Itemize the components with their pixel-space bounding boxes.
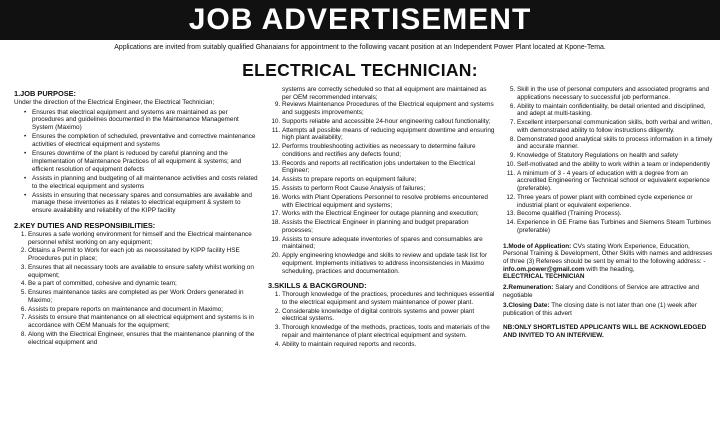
column-3 bbox=[503, 86, 713, 339]
list-item: 7. Excellent interpersonal communication skills, both verbal and written, with demonstrated ability to follow instructions diligently. bbox=[517, 119, 713, 134]
list-item: 4. Ability to maintain required reports and records. bbox=[282, 341, 496, 349]
list-item: 9. Knowledge of Statutory Regulations on health and safety bbox=[517, 152, 713, 160]
list-item: 10. Self-motivated and the ability to work within a team or independently bbox=[517, 161, 713, 169]
list-item: 15. Assists to perform Root Cause Analysis of failures; bbox=[282, 185, 496, 193]
list-item: 8. Demonstrated good analytical skills to process information in a timely and accurate manner. bbox=[517, 136, 713, 151]
mode-label: 1.Mode of Application: bbox=[503, 242, 572, 250]
list-item: 11. A minimum of 3 - 4 years of education with a degree from an accredited Engineering or Technical school or equivalent experience (preferable). bbox=[517, 170, 713, 193]
list-item: 8. Along with the Electrical Engineer, ensures that the maintenance planning of the electrical equipment and bbox=[28, 331, 258, 346]
list-item: 17. Works with the Electrical Engineer for outage planning and execution; bbox=[282, 210, 496, 218]
remuneration-text: Salary and Conditions of Service are attractive and negotiable bbox=[503, 284, 700, 299]
list-item: 10. Supports reliable and accessible 24-hour engineering callout functionality; bbox=[282, 118, 496, 126]
list-item: • Ensures the completion of scheduled, preventative and corrective maintenance activities of electrical equipment and systems bbox=[32, 133, 258, 148]
list-item: 5. Skill in the use of personal computers and associated programs and applications necessary to successful job performance. bbox=[517, 86, 713, 101]
job-purpose-heading: 1.JOB PURPOSE: bbox=[14, 89, 77, 98]
list-item: 3. Ensures that all necessary tools are available to ensure safety whilst working on equipment; bbox=[28, 264, 258, 279]
list-item: 14. Assists to prepare reports on equipment failure; bbox=[282, 176, 496, 184]
closing-date bbox=[503, 302, 713, 317]
list-item: • Assists in planning and budgeting of all maintenance activities and costs related to the electrical equipment and systems bbox=[32, 175, 258, 190]
application-email[interactable]: info.om.power@gmail.com bbox=[503, 265, 585, 273]
list-item: 12. Three years of power plant with combined cycle experience or industrial plant or equivalent experience. bbox=[517, 194, 713, 209]
mode-of-application bbox=[503, 243, 713, 282]
job-purpose-lead: Under the direction of the Electrical Engineer, the Electrical Technician; bbox=[14, 99, 215, 106]
shortlist-note: NB:ONLY SHORTLISTED APPLICANTS WILL BE ACKNOWLEDGED AND INVITED TO AN INTERVIEW. bbox=[503, 323, 707, 339]
list-item: 1. Thorough knowledge of the practices, procedures and techniques essential to the electrical equipment and system maintenance of power plant. bbox=[282, 291, 496, 306]
list-item: 4. Be a part of committed, cohesive and dynamic team; bbox=[28, 280, 258, 288]
remuneration bbox=[503, 284, 713, 299]
list-item: 6. Assists to prepare reports on maintenance and document in Maximo; bbox=[28, 306, 258, 314]
application-section bbox=[503, 243, 713, 340]
list-item: • Ensures downtime of the plant is reduced by careful planning and the implementation of Maintenance Practices of all equipment & systems; and efficient resolution of equipment defects bbox=[32, 150, 258, 173]
skills-list bbox=[268, 291, 496, 348]
list-item: 2. Considerable knowledge of digital controls systems and power plant electrical systems. bbox=[282, 308, 496, 323]
list-item: 14. Experience in GE Frame 6as Turbines and Siemens Steam Turbines (preferable) bbox=[517, 219, 713, 234]
page-title: JOB ADVERTISEMENT bbox=[188, 3, 532, 36]
remuneration-label: 2.Remuneration: bbox=[503, 284, 554, 292]
list-item: 13. Become qualified (Training Process). bbox=[517, 210, 713, 218]
mode-text: CVs stating Work Experience, Education, Personal Training & Development, Other Skills with names and addresses of three (3) Referees should be sent by email to the following address: - bbox=[503, 242, 713, 265]
duties-list bbox=[14, 231, 258, 347]
column-2 bbox=[268, 86, 496, 350]
list-item: 6. Ability to maintain confidentiality, be detail oriented and disciplined, and adept at multi-tasking. bbox=[517, 103, 713, 118]
list-item: 12. Performs troubleshooting activities as necessary to determine failure conditions and rectifies any defects found; bbox=[282, 143, 496, 158]
list-item: 20. Apply engineering knowledge and skills to review and update task list for equipment. Implements initiatives to address inconsistencies in Maximo scheduling, practices and documentation. bbox=[282, 252, 496, 275]
list-item: 1. Ensures a safe working environment for himself and the Electrical maintenance personnel whilst working on any equipment; bbox=[28, 231, 258, 246]
skills-heading: 3.SKILLS & BACKGROUND: bbox=[268, 281, 367, 291]
closing-label: 3.Closing Date: bbox=[503, 302, 550, 310]
with-heading-text: with the heading, bbox=[584, 265, 635, 273]
list-item: 11. Attempts all possible means of reducing equipment downtime and ensuring high plant availability; bbox=[282, 127, 496, 142]
job-purpose-list bbox=[14, 109, 258, 215]
position-title: ELECTRICAL TECHNICIAN: bbox=[242, 60, 478, 80]
duties-list-continued bbox=[268, 101, 496, 275]
header-banner bbox=[0, 0, 720, 40]
list-item: 16. Works with Plant Operations Personnel to resolve problems encountered with Electrical equipment and systems; bbox=[282, 194, 496, 209]
application-subject: ELECTRICAL TECHNICIAN bbox=[503, 273, 585, 281]
list-item: • Ensures that electrical equipment and systems are maintained as per procedures and guidelines documented in the Maintenance Management System (Maximo) bbox=[32, 109, 258, 132]
closing-text: The closing date is not later than one (1) week after publication of this advert bbox=[503, 302, 697, 318]
duties-heading: 2.KEY DUTIES AND RESPONSIBILITIES: bbox=[14, 220, 156, 230]
list-item: 3. Thorough knowledge of the methods, practices, tools and materials of the repair and maintenance of plant electrical equipment and system. bbox=[282, 324, 496, 339]
list-item: 7. Assists to ensure that maintenance on all electrical equipment and systems is in accordance with OEM Manuals for the equipment; bbox=[28, 314, 258, 329]
list-item: 5. Ensures maintenance tasks are completed as per Work Orders generated in Maximo; bbox=[28, 289, 258, 304]
duties-continuation: systems are correctly scheduled so that all equipment are maintained as per OEM recommended intervals; bbox=[282, 86, 487, 101]
skills-list-continued bbox=[503, 86, 713, 235]
list-item: 18. Assists the Electrical Engineer in planning and budget preparation processes; bbox=[282, 219, 496, 234]
list-item: 2. Obtains a Permit to Work for each job as necessitated by KIPP facility HSE Procedures put in place; bbox=[28, 247, 258, 262]
intro-text: Applications are invited from suitably qualified Ghanaians for appointment to the following vacant position at an Independent Power Plant located at Kpone-Tema. bbox=[114, 44, 606, 51]
list-item: 13. Records and reports all rectification jobs undertaken to the Electrical Engineer; bbox=[282, 160, 496, 175]
list-item: • Assists in ensuring that necessary spares and consumables are available and manage these inventories as it relates to electrical equipment & system to ensure availability and reliability of the KIPP facility bbox=[32, 192, 258, 215]
list-item: 19. Assists to ensure adequate inventories of spares and consumables are maintained; bbox=[282, 236, 496, 251]
column-1 bbox=[14, 86, 258, 347]
list-item: 9. Reviews Maintenance Procedures of the Electrical equipment and systems and suggests improvements; bbox=[282, 101, 496, 116]
